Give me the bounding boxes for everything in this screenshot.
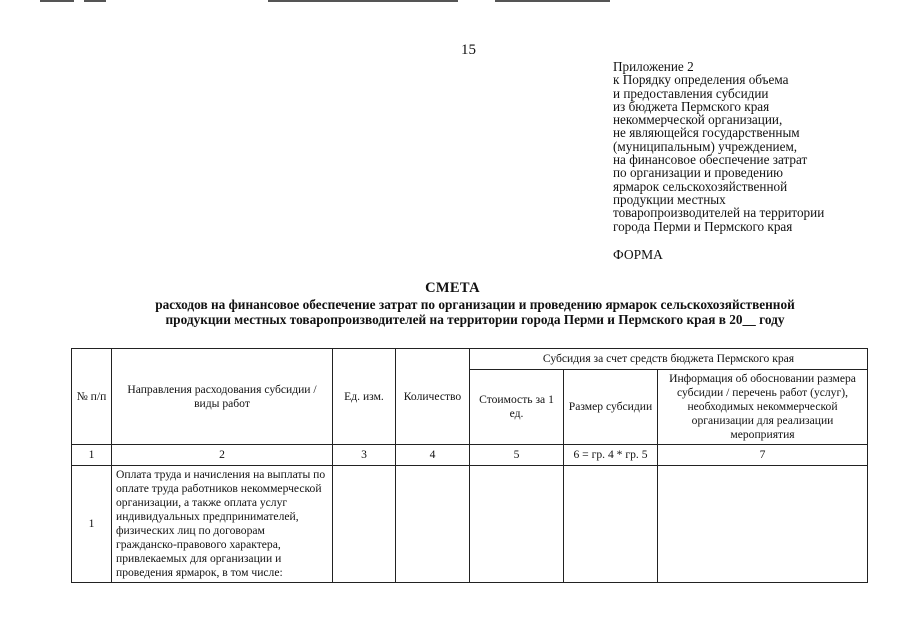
form-label: ФОРМА [613, 247, 663, 262]
appendix-line: не являющейся государственным [613, 125, 800, 141]
subtitle-line-1: расходов на финансовое обеспечение затрат по организации и проведению ярмарок сельскохозяйственной [155, 297, 795, 312]
header-subsidy-group: Субсидия за счет средств бюджета Пермского края [470, 349, 868, 370]
header-cost-per-unit: Стоимость за 1 ед. [470, 370, 564, 445]
column-number-4: 4 [396, 445, 470, 466]
page-number: 15 [461, 42, 476, 58]
header-unit: Ед. изм. [333, 349, 396, 445]
appendix-block [613, 60, 898, 233]
appendix-line: из бюджета Пермского края [613, 98, 770, 114]
column-number-3: 3 [333, 445, 396, 466]
row-subsidy-amount [564, 466, 658, 583]
column-number-5: 5 [470, 445, 564, 466]
row-quantity [396, 466, 470, 583]
row-direction: Оплата труда и начисления на выплаты по оплате труда работников некоммерческой организации, а также оплата услуг индивидуальных предпринимателей, физических лиц по договорам гражданско-правового характера, привлекаемых для организации и проведения ярмарок, в том числе: [112, 466, 333, 583]
appendix-line: города Перми и Пермского края [613, 218, 793, 234]
appendix-line: к Порядку определения объема [613, 72, 789, 88]
column-number-2: 2 [112, 445, 333, 466]
row-num: 1 [72, 466, 112, 583]
row-justification [658, 466, 868, 583]
subtitle-line-2: продукции местных товаропроизводителей на территории города Перми и Пермского края в 20__ году [165, 311, 785, 327]
appendix-line: на финансовое обеспечение затрат [613, 152, 808, 168]
row-unit [333, 466, 396, 583]
header-direction: Направления расходования субсидии / виды работ [112, 349, 333, 445]
top-rule-right [495, 0, 610, 2]
appendix-line: по организации и проведению [613, 165, 784, 181]
appendix-line: и предоставления субсидии [613, 85, 769, 101]
appendix-line: (муниципальным) учреждением, [613, 138, 798, 154]
header-justification: Информация об обосновании размера субсидии / перечень работ (услуг), необходимых некоммерческой организации для реализации мероприятия [658, 370, 868, 445]
document-subtitle [60, 298, 890, 327]
table-row [72, 466, 868, 583]
appendix-line: Приложение 2 [613, 59, 694, 74]
header-num: № п/п [72, 349, 112, 445]
top-rule-center [268, 0, 458, 2]
column-number-6: 6 = гр. 4 * гр. 5 [564, 445, 658, 466]
top-rule-left [40, 0, 74, 2]
top-rule-left-2 [84, 0, 106, 2]
column-number-1: 1 [72, 445, 112, 466]
appendix-line: некоммерческой организации, [613, 112, 783, 128]
estimate-table [71, 348, 868, 583]
appendix-line: продукции местных [613, 191, 726, 207]
header-quantity: Количество [396, 349, 470, 445]
header-subsidy-amount: Размер субсидии [564, 370, 658, 445]
appendix-line: товаропроизводителей на территории [613, 205, 825, 221]
column-number-7: 7 [658, 445, 868, 466]
row-cost-per-unit [470, 466, 564, 583]
appendix-line: ярмарок сельскохозяйственной [613, 178, 788, 194]
document-title: СМЕТА [425, 280, 480, 296]
